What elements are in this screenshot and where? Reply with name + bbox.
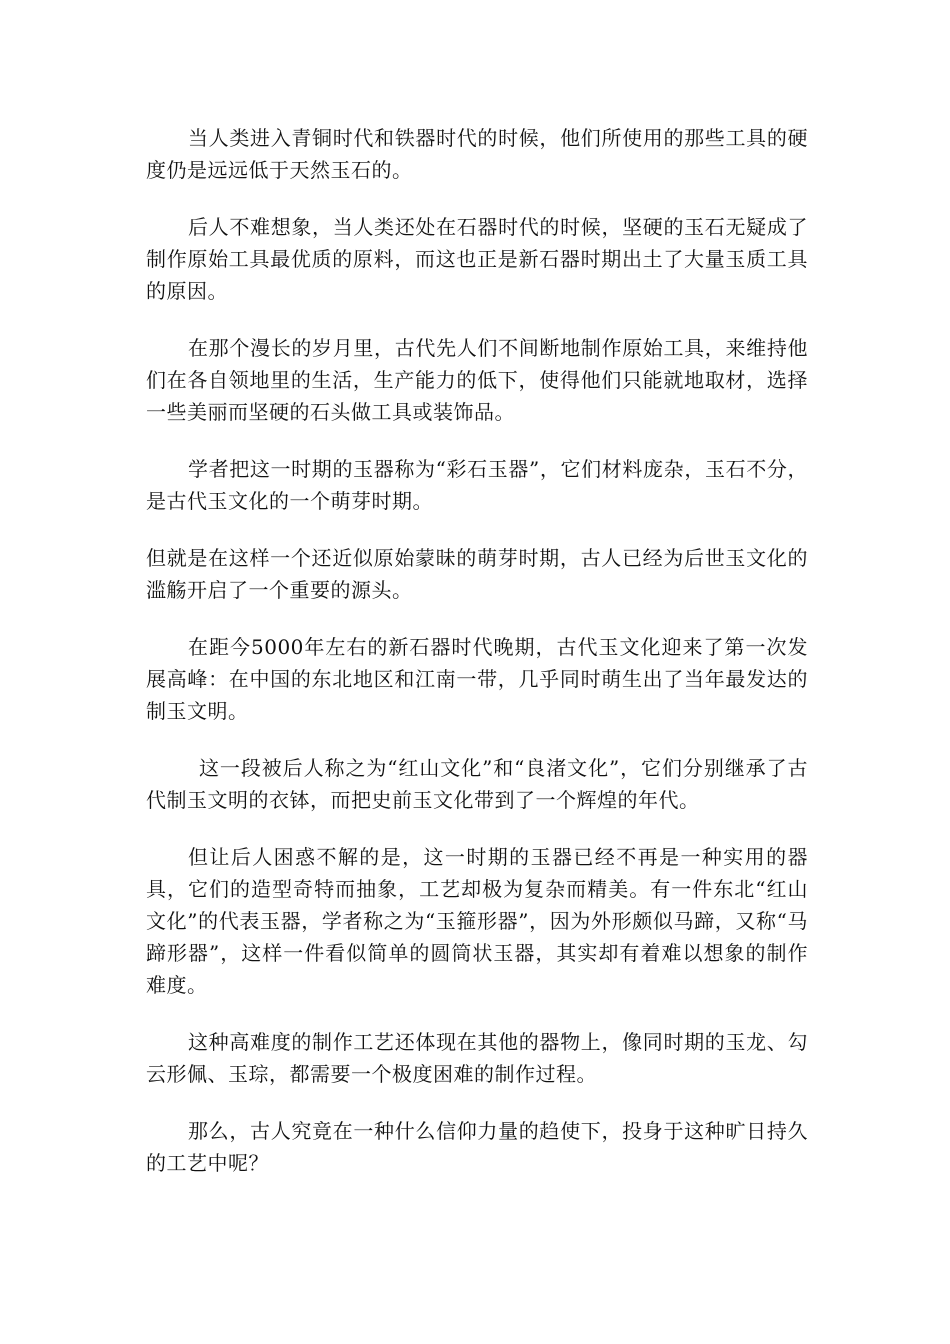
- paragraph-3: 在那个漫长的岁月里，古代先人们不间断地制作原始工具，来维持他们在各自领地里的生活，生产能力的低下，使得他们只能就地取材，选择一些美丽而坚硬的石头做工具或装饰品。: [146, 336, 808, 424]
- paragraph-1: 当人类进入青铜时代和铁器时代的时候，他们所使用的那些工具的硬度仍是远远低于天然玉石的。: [146, 126, 808, 182]
- paragraph-6: 在距今5000年左右的新石器时代晚期，古代玉文化迎来了第一次发展高峰：在中国的东北地区和江南一带，几乎同时萌生出了当年最发达的制玉文明。: [146, 635, 808, 723]
- paragraph-9: 这种高难度的制作工艺还体现在其他的器物上，像同时期的玉龙、勾云形佩、玉琮，都需要一个极度困难的制作过程。: [146, 1030, 808, 1086]
- paragraph-7: 这一段被后人称之为“红山文化”和“良渚文化”，它们分别继承了古代制玉文明的衣钵，而把史前玉文化带到了一个辉煌的年代。: [146, 756, 808, 812]
- paragraph-5: 但就是在这样一个还近似原始蒙昧的萌芽时期，古人已经为后世玉文化的滥觞开启了一个重要的源头。: [146, 546, 808, 602]
- paragraph-8: 但让后人困惑不解的是，这一时期的玉器已经不再是一种实用的器具，它们的造型奇特而抽象，工艺却极为复杂而精美。有一件东北“红山文化”的代表玉器，学者称之为“玉箍形器”，因为外形颇似马蹄，又称“马蹄形器”，这样一件看似简单的圆筒状玉器，其实却有着难以想象的制作难度。: [146, 845, 808, 997]
- document-body: [146, 122, 808, 1204]
- paragraph-2: 后人不难想象，当人类还处在石器时代的时候，坚硬的玉石无疑成了制作原始工具最优质的原料，而这也正是新石器时期出土了大量玉质工具的原因。: [146, 215, 808, 303]
- paragraph-10: 那么，古人究竟在一种什么信仰力量的趋使下，投身于这种旷日持久的工艺中呢？: [146, 1119, 808, 1175]
- paragraph-4: 学者把这一时期的玉器称为“彩石玉器”，它们材料庞杂，玉石不分，是古代玉文化的一个萌芽时期。: [146, 457, 808, 513]
